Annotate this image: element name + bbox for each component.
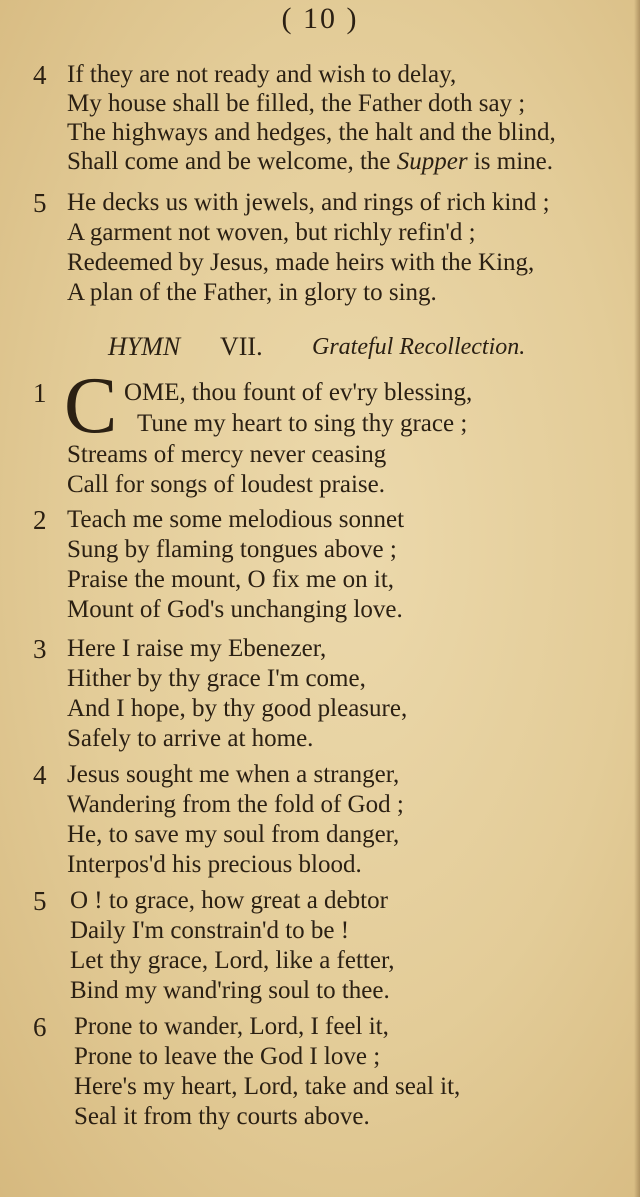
- verse-line: Redeemed by Jesus, made heirs with the King,: [67, 249, 535, 276]
- verse-line: Streams of mercy never ceasing: [67, 441, 387, 468]
- verse-line: The highways and hedges, the halt and the blind,: [67, 119, 556, 146]
- verse-line: Safely to arrive at home.: [67, 725, 314, 752]
- verse-line: O ! to grace, how great a debtor: [70, 887, 388, 914]
- drop-cap: C: [64, 362, 118, 450]
- verse-line: Wandering from the fold of God ;: [67, 791, 404, 818]
- hymn-label: HYMN: [108, 332, 181, 361]
- verse-line: My house shall be filled, the Father doth say ;: [67, 90, 526, 117]
- verse-line: Jesus sought me when a stranger,: [67, 761, 400, 788]
- page-number: ( 10 ): [281, 2, 359, 35]
- stanza-number: 4: [33, 760, 47, 790]
- italic-word: Supper: [396, 148, 468, 175]
- verse-line: Let thy grace, Lord, like a fetter,: [70, 947, 395, 974]
- verse-line: He decks us with jewels, and rings of rich kind ;: [67, 189, 550, 216]
- verse-line: OME, thou fount of ev'ry blessing,: [124, 379, 473, 406]
- verse-line: Hither by thy grace I'm come,: [67, 665, 366, 692]
- page-gutter-shadow: [634, 0, 640, 1197]
- hymn-numeral: VII.: [220, 332, 263, 361]
- verse-line: He, to save my soul from danger,: [67, 821, 400, 848]
- stanza-number: 6: [33, 1012, 47, 1042]
- verse-line: Praise the mount, O fix me on it,: [67, 566, 395, 593]
- stanza-number: 3: [33, 634, 47, 664]
- stanza-number: 2: [33, 505, 47, 535]
- verse-line: Interpos'd his precious blood.: [67, 851, 362, 878]
- verse-line: Here's my heart, Lord, take and seal it,: [74, 1073, 461, 1100]
- verse-line: Teach me some melodious sonnet: [67, 506, 405, 533]
- verse-line: Daily I'm constrain'd to be !: [70, 917, 350, 944]
- stanza-number: 4: [33, 60, 47, 90]
- verse-line: Tune my heart to sing thy grace ;: [137, 410, 468, 437]
- verse-line: Bind my wand'ring soul to thee.: [70, 977, 390, 1004]
- verse-line: Call for songs of loudest praise.: [67, 471, 386, 498]
- verse-line: Seal it from thy courts above.: [74, 1103, 370, 1130]
- verse-line: Sung by flaming tongues above ;: [67, 536, 397, 563]
- stanza-number: 5: [33, 188, 47, 218]
- verse-line: A garment not woven, but richly refin'd ;: [67, 219, 476, 246]
- verse-line: And I hope, by thy good pleasure,: [67, 695, 408, 722]
- verse-line: Mount of God's unchanging love.: [67, 596, 403, 623]
- stanza-number: 1: [33, 378, 47, 408]
- stanza-number: 5: [33, 886, 47, 916]
- hymn-heading: [0, 330, 640, 364]
- verse-line: Here I raise my Ebenezer,: [67, 635, 327, 662]
- verse-line: A plan of the Father, in glory to sing.: [67, 279, 437, 306]
- verse-line: Shall come and be welcome, the Supper is mine.: [67, 148, 553, 175]
- verse-line: If they are not ready and wish to delay,: [67, 61, 457, 88]
- hymn-subtitle: Grateful Recollection.: [312, 334, 526, 360]
- verse-line: Prone to leave the God I love ;: [74, 1043, 381, 1070]
- verse-line: Prone to wander, Lord, I feel it,: [74, 1013, 389, 1040]
